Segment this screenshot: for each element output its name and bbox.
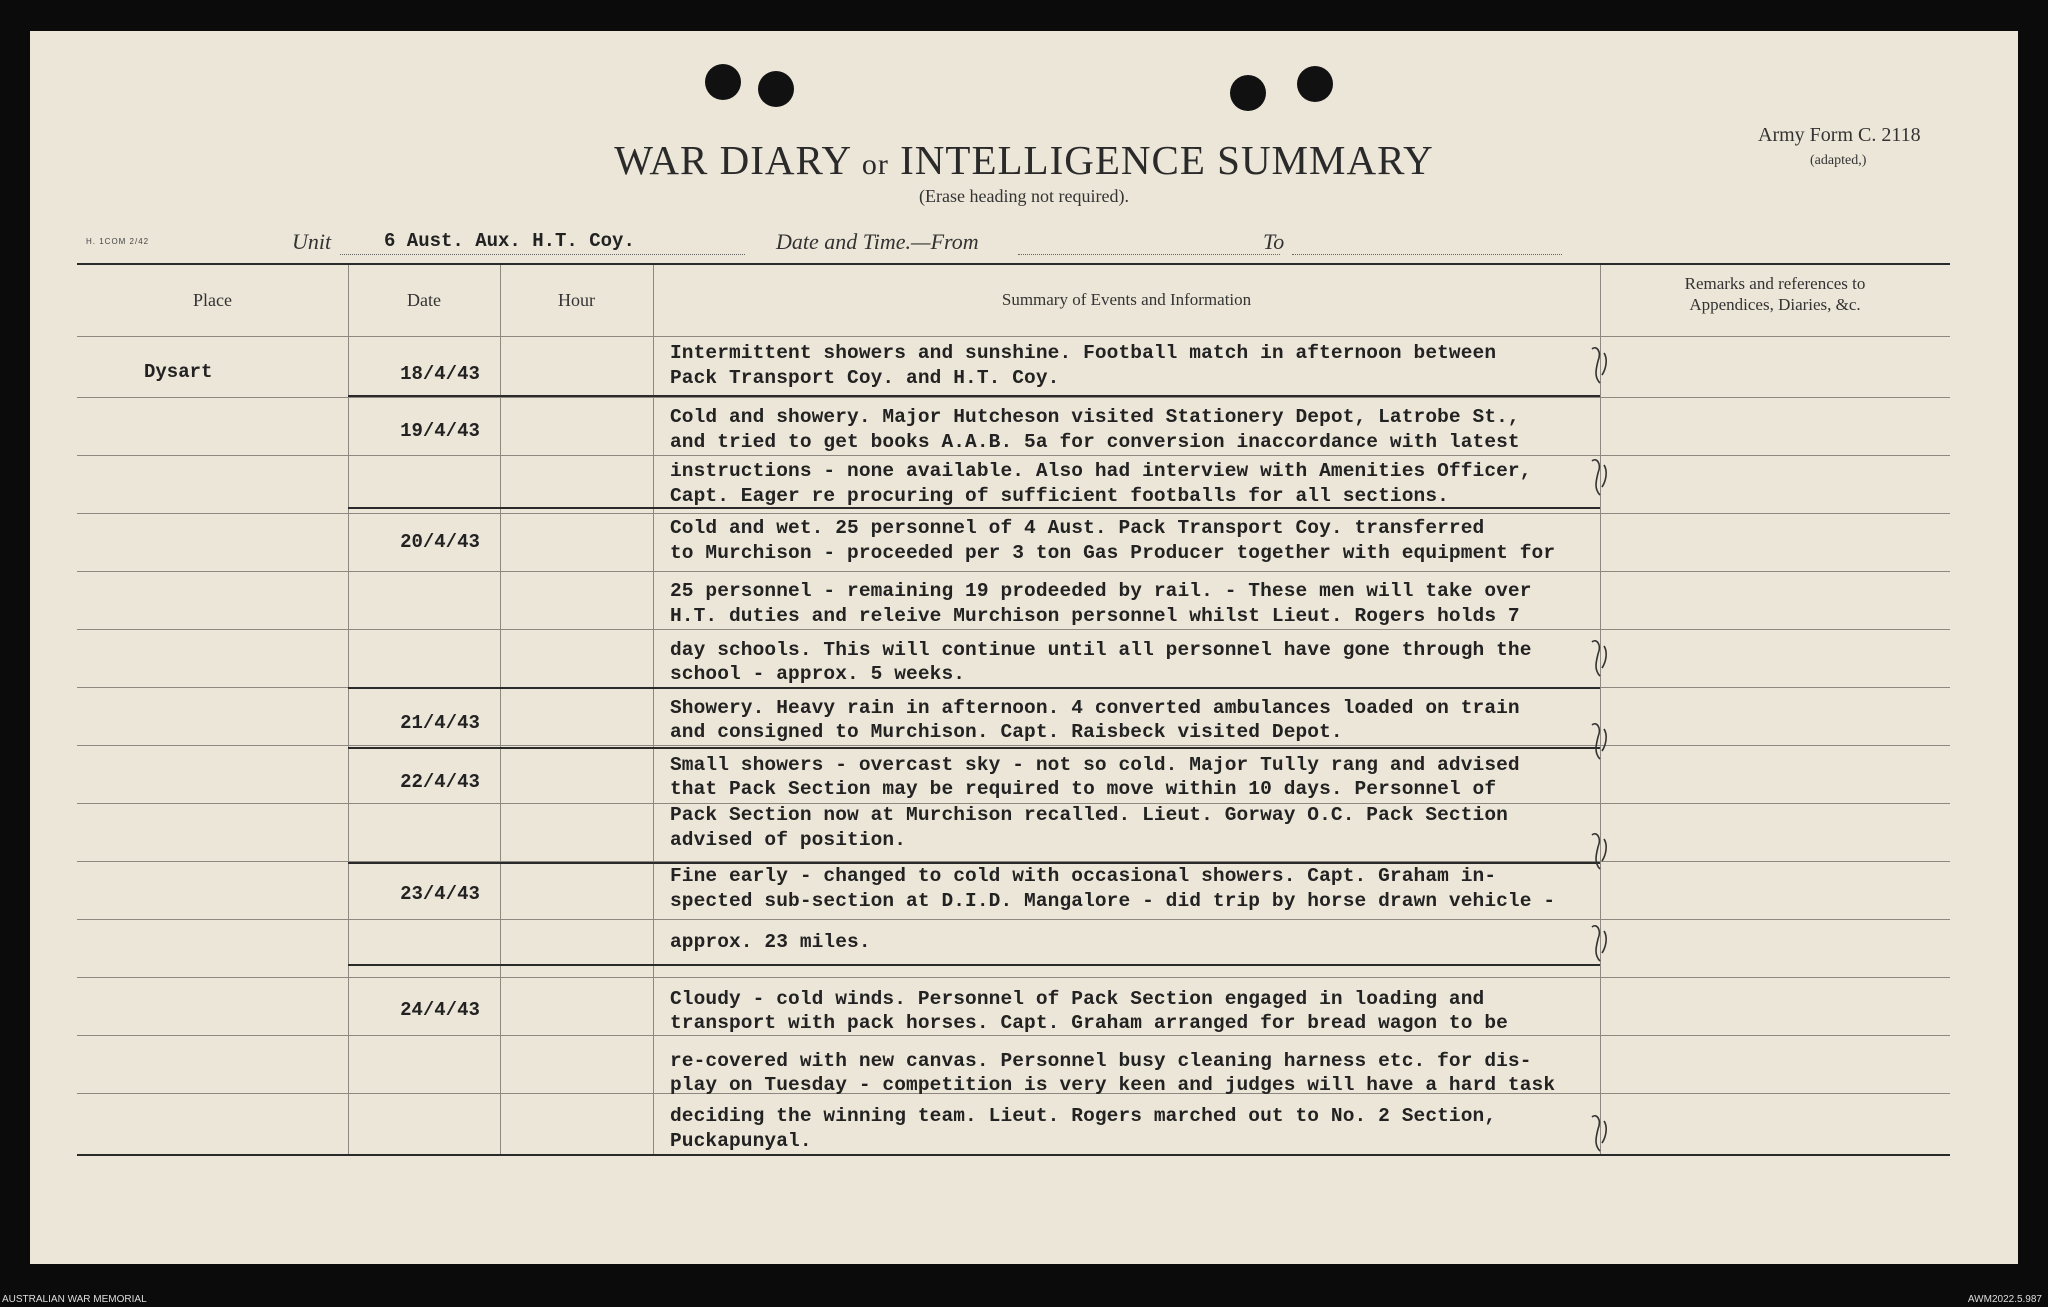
date-time-label: Date and Time.—From [776,229,979,254]
summary-line: Cloudy - cold winds. Personnel of Pack Section engaged in loading and [670,988,1485,1010]
unit-value: 6 Aust. Aux. H.T. Coy. [384,230,635,252]
date-cell: 18/4/43 [400,363,480,385]
punch-hole [705,64,741,100]
summary-line: spected sub-section at D.I.D. Mangalore - did trip by horse drawn vehicle - [670,890,1556,912]
column-header-hour: Hour [558,290,595,310]
summary-line: H.T. duties and releive Murchison personnel whilst Lieut. Rogers holds 7 [670,605,1520,627]
date-cell: 19/4/43 [400,420,480,442]
summary-line: advised of position. [670,829,907,851]
archive-reference: AWM2022.5.987 [1967,1294,2042,1305]
summary-line: play on Tuesday - competition is very keen and judges will have a hard task [670,1074,1556,1096]
initial-mark [1586,343,1612,387]
row-line [77,919,1950,920]
summary-line: instructions - none available. Also had interview with Amenities Officer, [670,460,1532,482]
summary-line: and consigned to Murchison. Capt. Raisbeck visited Depot. [670,721,1343,743]
table-top-rule [77,263,1950,265]
summary-line: 25 personnel - remaining 19 prodeeded by rail. - These men will take over [670,580,1532,602]
column-header-place: Place [193,290,232,310]
column-header-date: Date [407,290,441,310]
initial-mark [1586,455,1612,499]
initial-mark [1586,719,1612,763]
unit-field-line [340,254,745,255]
page-title: WAR DIARY or INTELLIGENCE SUMMARY [614,137,1434,183]
row-line [77,977,1950,978]
date-cell: 24/4/43 [400,999,480,1021]
entry-rule [348,687,1600,689]
entry-rule [348,747,1600,749]
form-adapted: (adapted,) [1810,153,1867,168]
summary-line: that Pack Section may be required to move within 10 days. Personnel of [670,778,1497,800]
entry-rule [348,395,1600,397]
row-line [77,336,1950,337]
diary-sheet [30,31,2018,1264]
remarks-header-line: Appendices, Diaries, &c. [1689,295,1861,314]
col-divider [653,265,654,1155]
summary-line: Fine early - changed to cold with occasional showers. Capt. Graham in- [670,865,1497,887]
col-divider [500,265,501,1155]
summary-line: Showery. Heavy rain in afternoon. 4 converted ambulances loaded on train [670,697,1520,719]
row-line [77,455,1950,456]
summary-line: Pack Section now at Murchison recalled. Lieut. Gorway O.C. Pack Section [670,804,1508,826]
place-cell: Dysart [144,361,213,383]
from-field-line [1018,254,1280,255]
summary-line: Puckapunyal. [670,1130,812,1152]
entry-rule [348,862,1600,864]
summary-line: Cold and wet. 25 personnel of 4 Aust. Pack Transport Coy. transferred [670,517,1485,539]
column-header-summary: Summary of Events and Information [1001,290,1252,309]
unit-label: Unit [292,229,332,254]
summary-line: school - approx. 5 weeks. [670,663,966,685]
row-line [77,745,1950,746]
summary-line: Small showers - overcast sky - not so cold. Major Tully rang and advised [670,754,1520,776]
page-subtitle: (Erase heading not required). [919,186,1129,206]
row-line [77,1035,1950,1036]
summary-line: Capt. Eager re procuring of sufficient footballs for all sections. [670,485,1449,507]
date-cell: 23/4/43 [400,883,480,905]
summary-line: approx. 23 miles. [670,931,871,953]
summary-line: deciding the winning team. Lieut. Rogers marched out to No. 2 Section, [670,1105,1497,1127]
date-cell: 22/4/43 [400,771,480,793]
initial-mark [1586,921,1612,965]
date-cell: 21/4/43 [400,712,480,734]
date-cell: 20/4/43 [400,531,480,553]
summary-line: Pack Transport Coy. and H.T. Coy. [670,367,1060,389]
to-label: To [1263,229,1285,254]
col-divider [348,265,349,1155]
initial-mark [1586,636,1612,680]
row-line [77,629,1950,630]
row-line [77,397,1950,398]
summary-line: and tried to get books A.A.B. 5a for conversion inaccordance with latest [670,431,1520,453]
to-field-line [1292,254,1562,255]
initial-mark [1586,829,1612,873]
summary-line: to Murchison - proceeded per 3 ton Gas Producer together with equipment for [670,542,1556,564]
column-header-remarks [1600,273,1950,315]
remarks-header-line: Remarks and references to [1684,274,1866,293]
summary-line: Cold and showery. Major Hutcheson visited Stationery Depot, Latrobe St., [670,406,1520,428]
archive-credit: AUSTRALIAN WAR MEMORIAL [2,1294,147,1305]
col-divider [1600,265,1601,1155]
summary-line: Intermittent showers and sunshine. Football match in afternoon between [670,342,1497,364]
form-number: Army Form C. 2118 [1758,124,1921,146]
print-code: H. 1COM 2/42 [86,237,150,246]
initial-mark [1586,1111,1612,1155]
summary-line: day schools. This will continue until all personnel have gone through the [670,639,1532,661]
entry-rule [348,964,1600,966]
table-bottom-rule [77,1154,1950,1156]
row-line [77,513,1950,514]
row-line [77,571,1950,572]
punch-hole [1230,75,1266,111]
punch-hole [758,71,794,107]
summary-line: transport with pack horses. Capt. Graham arranged for bread wagon to be [670,1012,1508,1034]
summary-line: re-covered with new canvas. Personnel busy cleaning harness etc. for dis- [670,1050,1532,1072]
entry-rule [348,507,1600,509]
punch-hole [1297,66,1333,102]
